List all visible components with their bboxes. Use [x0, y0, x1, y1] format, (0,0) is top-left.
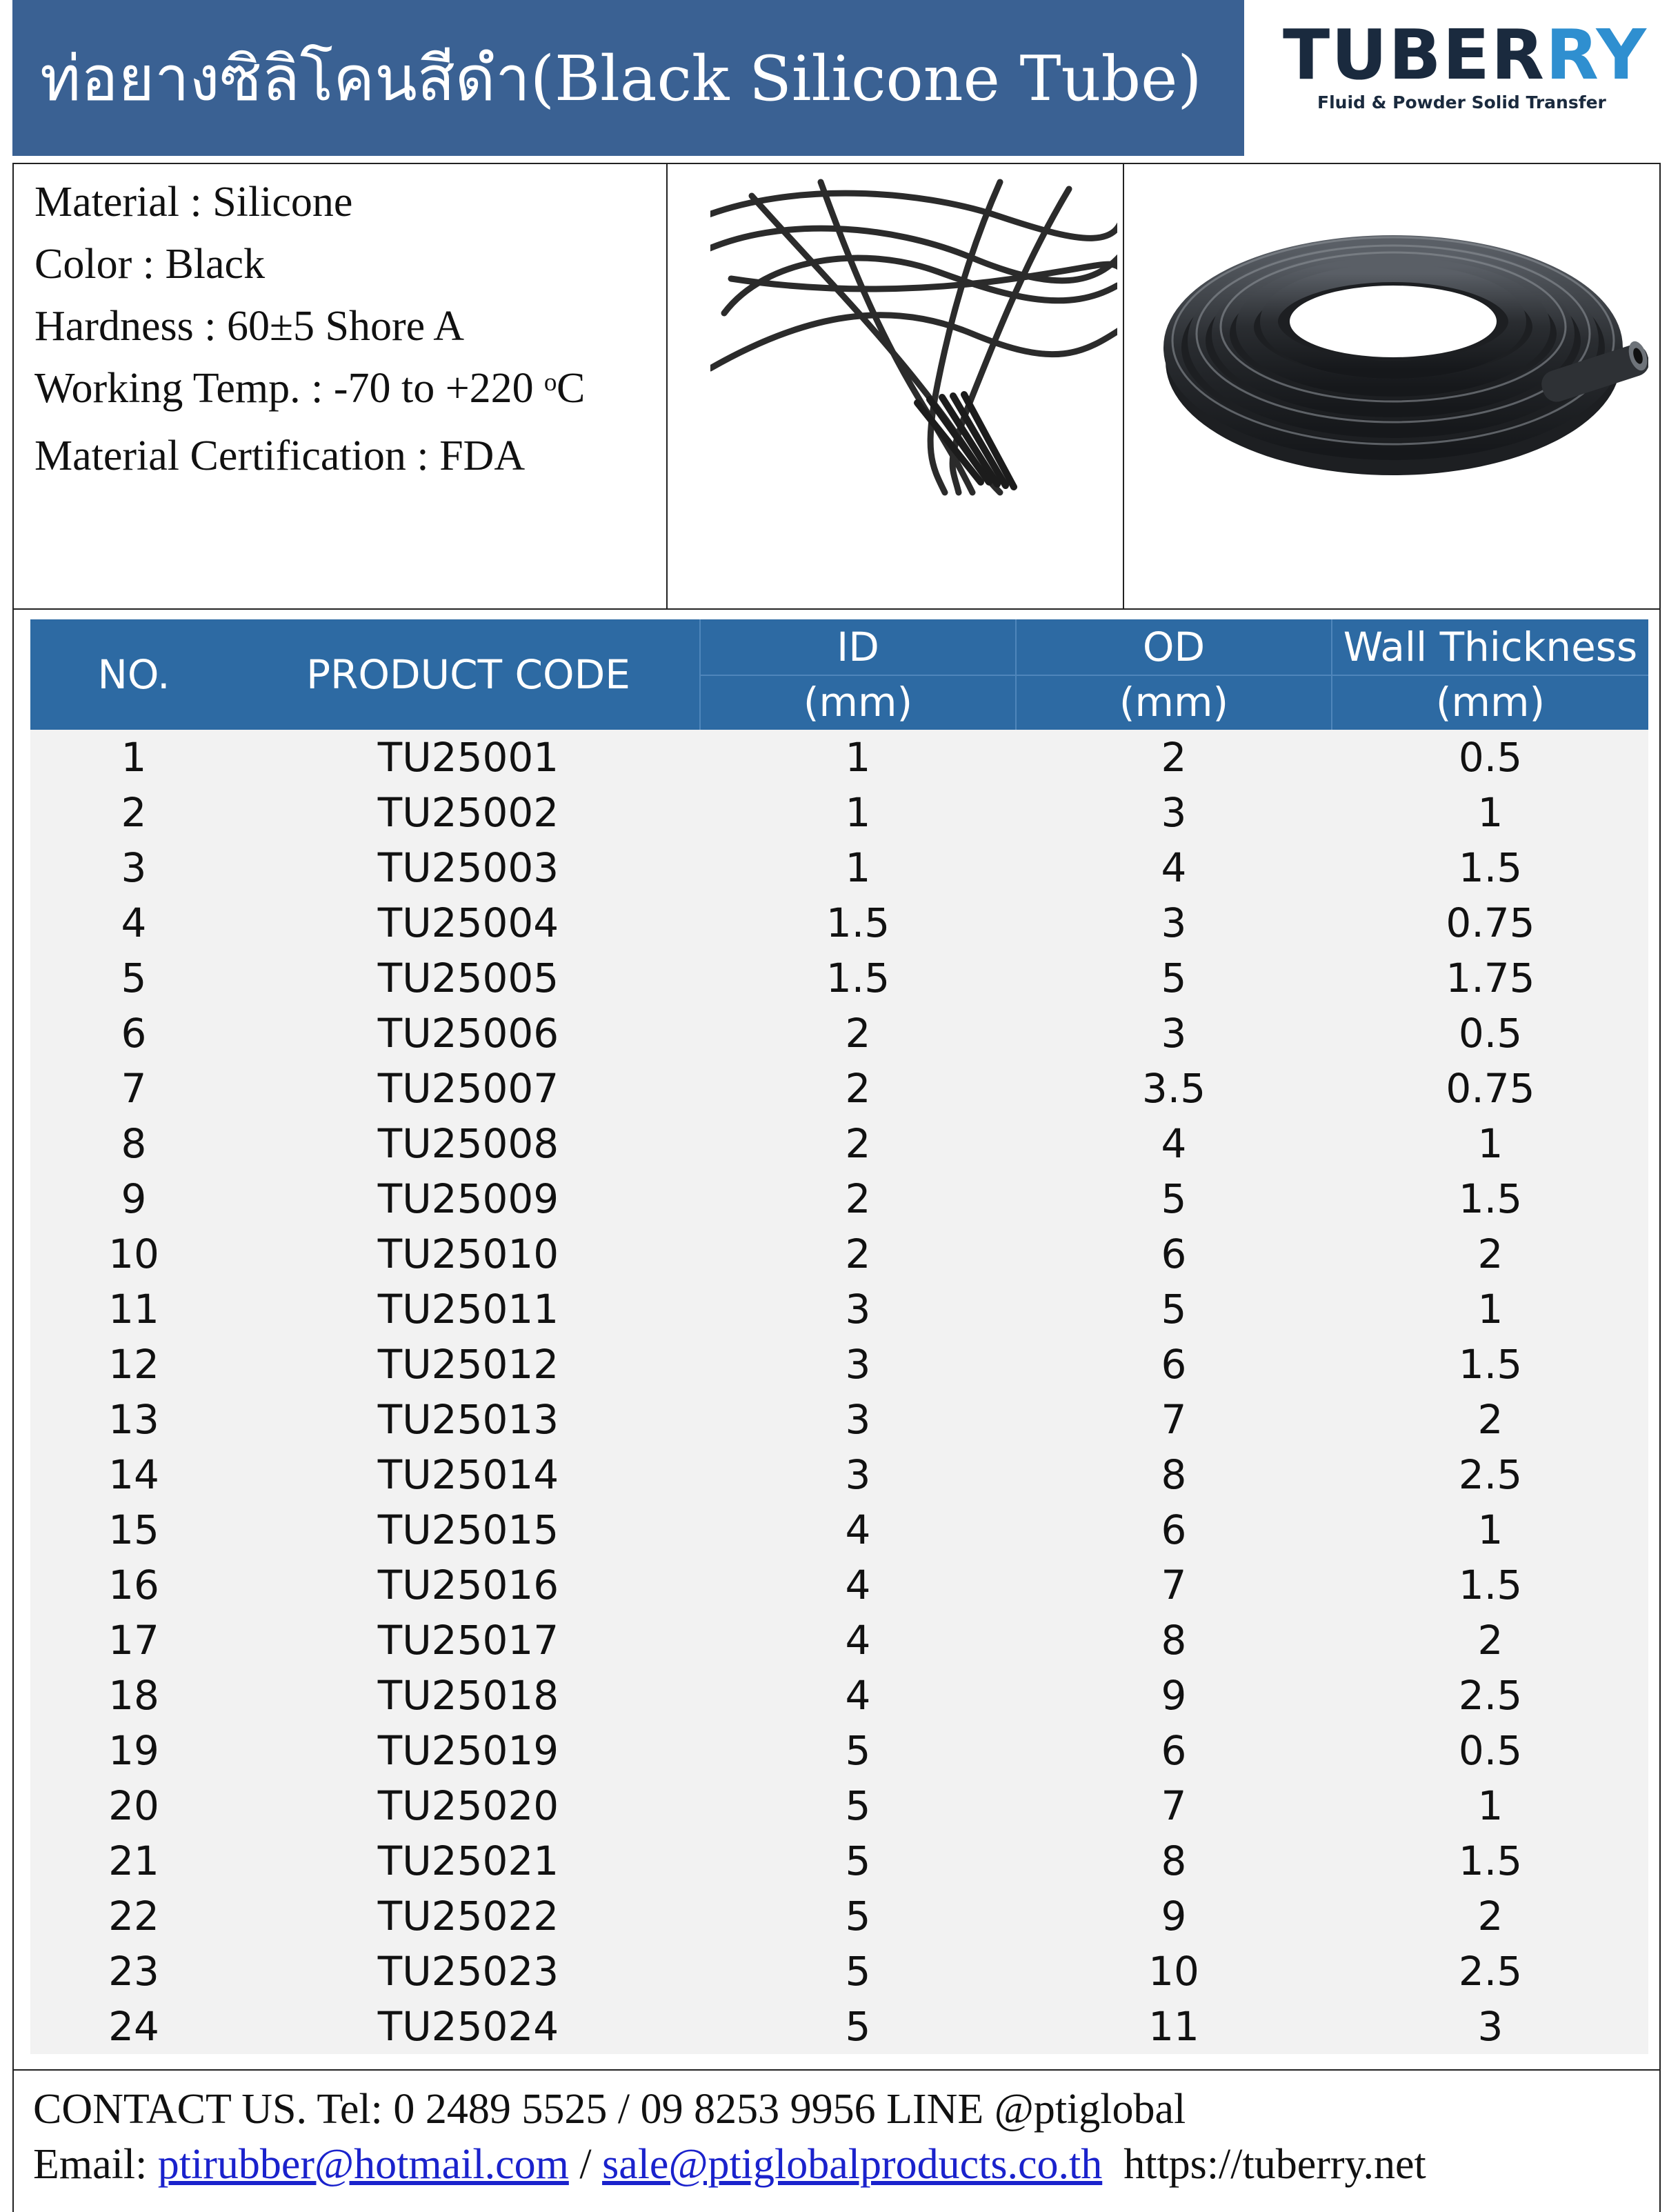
cell-od: 6	[1161, 1230, 1187, 1277]
cell-id: 5	[845, 1727, 871, 1774]
cell-product-code: TU25004	[377, 899, 559, 946]
brand-logo	[1283, 14, 1648, 117]
cell-product-code: TU25014	[377, 1451, 559, 1498]
website-url[interactable]: https://tuberry.net	[1123, 2141, 1426, 2188]
table-row	[30, 1613, 1648, 1668]
cell-no: 21	[108, 1837, 159, 1884]
email-link-ptirubber[interactable]: ptirubber@hotmail.com	[157, 2141, 569, 2188]
cell-id: 3	[845, 1341, 871, 1388]
cell-wall-thickness: 1.5	[1458, 1341, 1523, 1388]
cell-wall-thickness: 0.75	[1446, 1065, 1535, 1112]
cell-no: 1	[121, 734, 147, 781]
cell-product-code: TU25006	[377, 1010, 559, 1057]
cell-wall-thickness: 1	[1477, 1782, 1503, 1829]
table-row	[30, 1226, 1648, 1282]
cell-product-code: TU25003	[377, 844, 559, 891]
cell-product-code: TU25007	[377, 1065, 559, 1112]
contact-info	[33, 2082, 1426, 2192]
cell-no: 5	[121, 955, 147, 1002]
cell-od: 11	[1148, 2003, 1199, 2050]
cell-id: 1.5	[826, 899, 890, 946]
spec-color: Color : Black	[34, 241, 266, 288]
cell-wall-thickness: 1.5	[1458, 1837, 1523, 1884]
page-title	[40, 29, 1201, 128]
cell-no: 11	[108, 1286, 159, 1333]
cell-wall-thickness: 1	[1477, 789, 1503, 836]
cell-product-code: TU25009	[377, 1175, 559, 1222]
cell-od: 3	[1161, 789, 1187, 836]
cell-wall-thickness: 1.5	[1458, 1175, 1523, 1222]
cell-no: 6	[121, 1010, 147, 1057]
cell-no: 19	[108, 1727, 159, 1774]
table-row	[30, 1557, 1648, 1613]
cell-od: 3	[1161, 899, 1187, 946]
col-header-id-unit: (mm)	[803, 679, 913, 726]
table-row	[30, 785, 1648, 840]
cell-no: 12	[108, 1341, 159, 1388]
cell-wall-thickness: 2	[1477, 1617, 1503, 1664]
spec-certification: Material Certification : FDA	[34, 432, 526, 479]
cell-id: 2	[845, 1230, 871, 1277]
cell-product-code: TU25020	[377, 1782, 559, 1829]
col-header-no: NO.	[97, 651, 170, 698]
table-row	[30, 1502, 1648, 1557]
cell-product-code: TU25021	[377, 1837, 559, 1884]
cell-product-code: TU25016	[377, 1562, 559, 1608]
cell-no: 9	[121, 1175, 147, 1222]
cell-id: 2	[845, 1120, 871, 1167]
table-row	[30, 1999, 1648, 2054]
spec-panel	[12, 163, 1661, 610]
cell-wall-thickness: 0.5	[1458, 1727, 1523, 1774]
table-header	[30, 619, 1648, 730]
email-label: Email:	[33, 2141, 158, 2188]
brand-tagline: Fluid & Powder Solid Transfer	[1317, 92, 1606, 112]
table-row	[30, 895, 1648, 950]
cell-od: 10	[1148, 1948, 1199, 1995]
cell-id: 4	[845, 1506, 871, 1553]
title-bar	[12, 0, 1244, 156]
cell-id: 3	[845, 1451, 871, 1498]
cell-product-code: TU25019	[377, 1727, 559, 1774]
cell-id: 5	[845, 1782, 871, 1829]
table-row	[30, 1282, 1648, 1337]
cell-no: 23	[108, 1948, 159, 1995]
cell-od: 5	[1161, 955, 1187, 1002]
cell-wall-thickness: 0.5	[1458, 734, 1523, 781]
table-body	[30, 730, 1648, 2054]
table-row	[30, 1833, 1648, 1889]
cell-wall-thickness: 0.75	[1446, 899, 1535, 946]
cell-no: 15	[108, 1506, 159, 1553]
cell-od: 5	[1161, 1175, 1187, 1222]
col-header-od-unit: (mm)	[1119, 679, 1229, 726]
title-english: (Black Silicone Tube)	[530, 42, 1202, 115]
spec-material: Material : Silicone	[34, 179, 353, 226]
cell-id: 4	[845, 1562, 871, 1608]
table-row	[30, 1171, 1648, 1226]
cell-wall-thickness: 2.5	[1458, 1948, 1523, 1995]
col-header-od: OD	[1142, 624, 1206, 670]
cell-od: 7	[1161, 1562, 1187, 1608]
cell-no: 24	[108, 2003, 159, 2050]
cell-wall-thickness: 1	[1477, 1120, 1503, 1167]
table-row	[30, 730, 1648, 785]
cell-no: 14	[108, 1451, 159, 1498]
cell-id: 3	[845, 1286, 871, 1333]
table-row	[30, 1447, 1648, 1502]
cell-no: 17	[108, 1617, 159, 1664]
spec-working-temp: Working Temp. : -70 to +220 ᵒC	[34, 365, 586, 412]
cell-product-code: TU25013	[377, 1396, 559, 1443]
table-row	[30, 1061, 1648, 1116]
cell-od: 6	[1161, 1727, 1187, 1774]
spec-hardness: Hardness : 60±5 Shore A	[34, 303, 464, 350]
table-row	[30, 1337, 1648, 1392]
cell-id: 3	[845, 1396, 871, 1443]
cell-od: 6	[1161, 1341, 1187, 1388]
cell-id: 5	[845, 2003, 871, 2050]
table-row	[30, 1889, 1648, 1944]
cell-id: 2	[845, 1175, 871, 1222]
cell-od: 4	[1161, 1120, 1187, 1167]
cell-no: 10	[108, 1230, 159, 1277]
cell-id: 5	[845, 1837, 871, 1884]
cell-id: 2	[845, 1065, 871, 1112]
cell-od: 3.5	[1141, 1065, 1206, 1112]
cell-wall-thickness: 2.5	[1458, 1672, 1523, 1719]
cell-product-code: TU25005	[377, 955, 559, 1002]
cell-no: 7	[121, 1065, 147, 1112]
cell-product-code: TU25015	[377, 1506, 559, 1553]
table-row	[30, 1944, 1648, 1999]
cell-wall-thickness: 2	[1477, 1230, 1503, 1277]
cell-product-code: TU25001	[377, 734, 559, 781]
cell-product-code: TU25017	[377, 1617, 559, 1664]
cell-id: 5	[845, 1893, 871, 1940]
cell-wall-thickness: 2.5	[1458, 1451, 1523, 1498]
cell-od: 7	[1161, 1782, 1187, 1829]
cell-od: 4	[1161, 844, 1187, 891]
cell-id: 5	[845, 1948, 871, 1995]
brand-wordmark: TUBERRY	[1283, 14, 1648, 95]
cell-od: 6	[1161, 1506, 1187, 1553]
cell-product-code: TU25018	[377, 1672, 559, 1719]
cell-od: 7	[1161, 1396, 1187, 1443]
cell-product-code: TU25010	[377, 1230, 559, 1277]
cell-id: 4	[845, 1672, 871, 1719]
cell-od: 8	[1161, 1837, 1187, 1884]
spec-list	[34, 171, 585, 487]
cell-product-code: TU25008	[377, 1120, 559, 1167]
cell-id: 2	[845, 1010, 871, 1057]
table-row	[30, 1006, 1648, 1061]
cell-id: 1	[845, 734, 871, 781]
cell-no: 8	[121, 1120, 147, 1167]
cell-od: 9	[1161, 1672, 1187, 1719]
coiled-tube-photo	[1152, 175, 1648, 499]
table-row	[30, 1392, 1648, 1447]
cell-id: 1	[845, 789, 871, 836]
cell-product-code: TU25023	[377, 1948, 559, 1995]
table-row	[30, 840, 1648, 895]
cell-no: 18	[108, 1672, 159, 1719]
cell-product-code: TU25024	[377, 2003, 559, 2050]
col-header-product-code: PRODUCT CODE	[306, 651, 630, 698]
cell-od: 3	[1161, 1010, 1187, 1057]
cell-no: 16	[108, 1562, 159, 1608]
email-link-sale[interactable]: sale@ptiglobalproducts.co.th	[602, 2141, 1103, 2188]
cell-wall-thickness: 0.5	[1458, 1010, 1523, 1057]
cell-wall-thickness: 1.5	[1458, 844, 1523, 891]
cell-no: 22	[108, 1893, 159, 1940]
cell-id: 4	[845, 1617, 871, 1664]
cell-od: 8	[1161, 1451, 1187, 1498]
col-header-id: ID	[837, 624, 879, 670]
cell-od: 8	[1161, 1617, 1187, 1664]
table-row	[30, 1668, 1648, 1723]
cell-wall-thickness: 3	[1477, 2003, 1503, 2050]
contact-email-line: Email: ptirubber@hotmail.com / sale@ptiglobalproducts.co.th https://tuberry.net	[33, 2141, 1426, 2188]
table-row	[30, 1723, 1648, 1778]
cell-wall-thickness: 1	[1477, 1286, 1503, 1333]
table-row	[30, 1778, 1648, 1833]
cell-wall-thickness: 1.75	[1446, 955, 1535, 1002]
cell-no: 2	[121, 789, 147, 836]
cell-id: 1	[845, 844, 871, 891]
col-header-wall-thickness: Wall Thickness	[1343, 624, 1638, 670]
table-row	[30, 1116, 1648, 1171]
cell-product-code: TU25012	[377, 1341, 559, 1388]
cell-product-code: TU25002	[377, 789, 559, 836]
col-header-wall-unit: (mm)	[1435, 679, 1546, 726]
cell-no: 20	[108, 1782, 159, 1829]
cell-no: 13	[108, 1396, 159, 1443]
cell-id: 1.5	[826, 955, 890, 1002]
cell-od: 5	[1161, 1286, 1187, 1333]
cell-wall-thickness: 1	[1477, 1506, 1503, 1553]
title-thai: ท่อยางซิลิโคนสีดำ	[40, 42, 530, 115]
table-row	[30, 950, 1648, 1006]
cell-wall-thickness: 2	[1477, 1893, 1503, 1940]
cell-wall-thickness: 2	[1477, 1396, 1503, 1443]
contact-phone-line: CONTACT US. Tel: 0 2489 5525 / 09 8253 9956 LINE @ptiglobal	[33, 2086, 1186, 2133]
cell-no: 3	[121, 844, 147, 891]
cell-no: 4	[121, 899, 147, 946]
thin-tubes-photo	[710, 175, 1117, 499]
cell-product-code: TU25011	[377, 1286, 559, 1333]
cell-od: 2	[1161, 734, 1187, 781]
cell-product-code: TU25022	[377, 1893, 559, 1940]
cell-wall-thickness: 1.5	[1458, 1562, 1523, 1608]
cell-od: 9	[1161, 1893, 1187, 1940]
